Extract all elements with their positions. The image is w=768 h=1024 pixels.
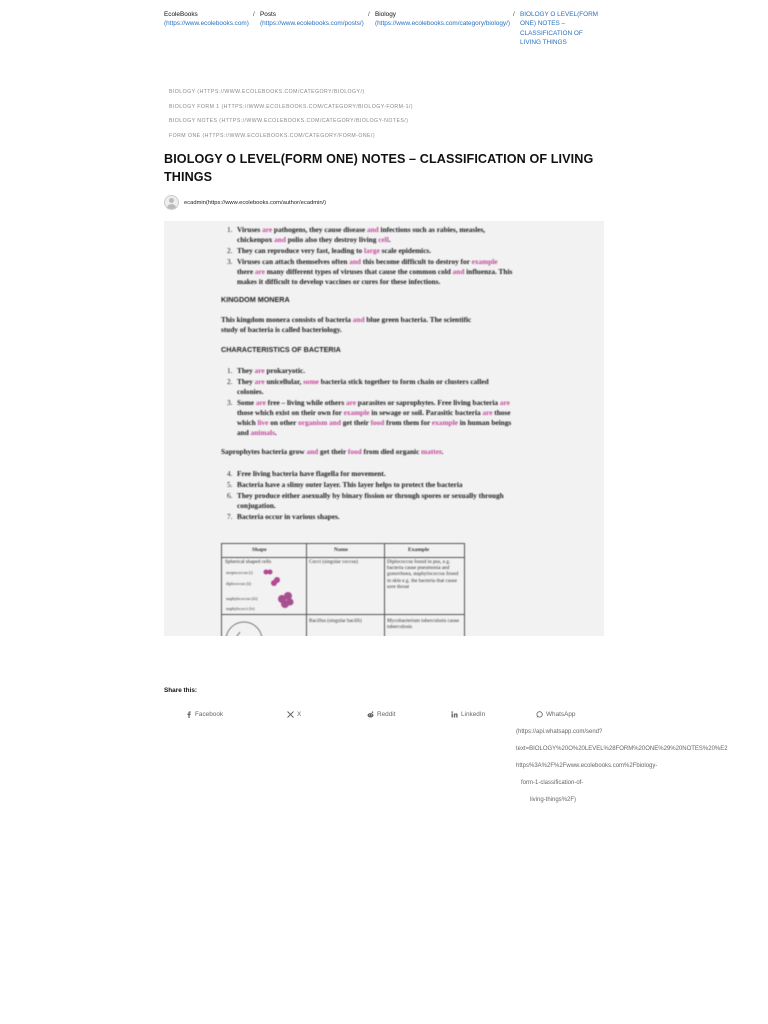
category-link-biology[interactable]: BIOLOGY (HTTPS://WWW.ECOLEBOOKS.COM/CATEGORY/BIOLOGY/) bbox=[169, 89, 365, 95]
bacteria-list-item: Bacteria occur in various shapes. bbox=[237, 511, 340, 521]
shape-label-4: staphylococci (iv) bbox=[226, 606, 255, 611]
breadcrumb-home-url[interactable]: (https://www.ecolebooks.com) bbox=[164, 20, 249, 28]
breadcrumb-posts-label[interactable]: Posts bbox=[260, 11, 276, 18]
whatsapp-icon bbox=[536, 711, 543, 718]
list-number: 2. bbox=[227, 376, 233, 386]
breadcrumb-home-label[interactable]: EcoleBooks bbox=[164, 11, 198, 18]
breadcrumb-item-posts[interactable] bbox=[253, 10, 368, 29]
bacteria-shapes-table bbox=[221, 543, 465, 636]
breadcrumb-biology-label[interactable]: Biology bbox=[375, 11, 396, 18]
reddit-icon bbox=[367, 711, 374, 718]
bacteria-list-item: Free living bacteria have flagella for movement. bbox=[237, 469, 386, 478]
breadcrumb-item-biology[interactable] bbox=[368, 10, 515, 29]
share-reddit-button[interactable] bbox=[367, 711, 395, 718]
x-icon bbox=[287, 711, 294, 718]
list-number: 1. bbox=[227, 225, 233, 234]
author-link[interactable]: ecadmin(https://www.ecolebooks.com/author/ecadmin/) bbox=[184, 199, 327, 206]
share-linkedin-button[interactable] bbox=[451, 711, 485, 718]
heading-kingdom-monera: KINGDOM MONERA bbox=[221, 295, 290, 304]
bacteria-list-item: and animals. bbox=[237, 428, 277, 438]
list-number: 1. bbox=[227, 366, 233, 375]
share-whatsapp-button[interactable] bbox=[536, 711, 575, 718]
list-number: 6. bbox=[227, 490, 233, 500]
category-link-biology-form-1[interactable]: BIOLOGY FORM 1 (HTTPS://WWW.ECOLEBOOKS.COM/CATEGORY/BIOLOGY-FORM-1/) bbox=[169, 103, 413, 110]
category-link-form-one[interactable]: FORM ONE (HTTPS://WWW.ECOLEBOOKS.COM/CATEGORY/FORM-ONE/) bbox=[169, 132, 375, 139]
monera-paragraph: This kingdom monera consists of bacteria and blue green bacteria. The scientific bbox=[221, 315, 472, 324]
share-title: Share this: bbox=[164, 687, 198, 694]
saprophytes-paragraph: Saprophytes bacteria grow and get their food from died organic matter. bbox=[221, 447, 444, 456]
list-number: 4. bbox=[227, 469, 233, 478]
list-number: 3. bbox=[227, 256, 233, 266]
whatsapp-share-url-line[interactable]: https%3A%2F%2Fwww.ecolebooks.com%2Fbiology- bbox=[516, 763, 658, 769]
bacteria-list-item: those which exist on their own for example in sewage or soil. Parasitic bacteria are those bbox=[237, 408, 511, 417]
bacteria-list-item: conjugation. bbox=[237, 500, 276, 510]
whatsapp-share-url-line[interactable]: text=BIOLOGY%20O%20LEVEL%28FORM%20ONE%29%20NOTES%20%E2 bbox=[516, 746, 728, 752]
bacteria-list-item: They are unicellular, some bacteria stick together to form chain or clusters called bbox=[237, 376, 489, 386]
list-number: 5. bbox=[227, 479, 233, 489]
table-cell-shape: Spherical shaped cells bbox=[225, 559, 272, 565]
breadcrumb-current-label[interactable]: BIOLOGY O LEVEL(FORM ONE) NOTES – CLASSIFICATION OF LIVING THINGS bbox=[520, 11, 599, 47]
list-number: 3. bbox=[227, 397, 233, 407]
table-cell-name-bacillus: Bacillus (singular bacilli) bbox=[309, 618, 362, 624]
share-x-label[interactable]: X bbox=[297, 711, 302, 718]
share-reddit-label[interactable]: Reddit bbox=[377, 711, 396, 718]
list-number: 7. bbox=[227, 511, 233, 521]
breadcrumb-posts-url[interactable]: (https://www.ecolebooks.com/posts/) bbox=[260, 20, 364, 28]
shape-label-1: streptococcus (i) bbox=[226, 570, 253, 575]
virus-list-item: Viruses are pathogens, they cause disease and infections such as rabies, measles, bbox=[237, 225, 486, 234]
table-header-name: Name bbox=[334, 547, 348, 553]
table-cell-name-cocci: Cocci (singular coccus) bbox=[309, 559, 358, 565]
bacteria-list-item: colonies. bbox=[237, 387, 264, 396]
bacteria-list-item: which live on other organism and get their food from them for example in human beings bbox=[237, 418, 512, 428]
bacillus-illustration bbox=[224, 618, 268, 636]
shape-label-2: diplococcus (ii) bbox=[226, 581, 251, 586]
share-facebook-label[interactable]: Facebook bbox=[195, 711, 224, 718]
bacteria-list-item: Some are free – living while others are parasites or saprophytes. Free living bacteria are bbox=[237, 397, 510, 407]
virus-list-item: there are many different types of viruses that cause the common cold and influenza. This bbox=[237, 267, 513, 276]
facebook-icon bbox=[186, 711, 192, 718]
virus-list-item: makes it difficult to develop vaccines or cures for these infections. bbox=[237, 277, 441, 287]
share-facebook-button[interactable] bbox=[186, 711, 223, 718]
bacteria-list-item: They are prokaryotic. bbox=[237, 366, 306, 375]
breadcrumb-separator: / bbox=[513, 11, 515, 18]
whatsapp-share-url-line[interactable]: form-1-classification-of- bbox=[521, 780, 584, 786]
virus-list-item: chickenpox and polio also they destroy living cell. bbox=[237, 235, 391, 245]
share-linkedin-label[interactable]: LinkedIn bbox=[461, 711, 486, 718]
notes-document-image bbox=[164, 221, 604, 636]
share-x-button[interactable] bbox=[287, 711, 301, 718]
avatar bbox=[164, 195, 179, 210]
table-header-example: Example bbox=[408, 547, 430, 553]
bacteria-cocci-illustration bbox=[258, 566, 304, 612]
table-cell-example-cocci: Diplococcus found in pus, e.g. bacteria cause pneumonia and gonorrhoea, staphylococcus found in skin e.g. the bacteria that cause sore throat bbox=[387, 559, 459, 590]
table-header-shape: Shape bbox=[252, 547, 267, 553]
heading-characteristics-bacteria: CHARACTERISTICS OF BACTERIA bbox=[221, 345, 341, 354]
breadcrumb-item-current[interactable] bbox=[513, 10, 602, 48]
breadcrumb-separator: / bbox=[253, 11, 255, 18]
linkedin-icon bbox=[451, 711, 458, 718]
category-list bbox=[169, 85, 413, 143]
list-number: 2. bbox=[227, 246, 233, 255]
bacteria-list-item: Bacteria have a slimy outer layer. This layer helps to protect the bacteria bbox=[237, 479, 463, 489]
page-title: BIOLOGY O LEVEL(FORM ONE) NOTES – CLASSIFICATION OF LIVING THINGS bbox=[164, 152, 594, 184]
bacteria-list-item: They produce either asexually by binary fission or through spores or sexually through bbox=[237, 490, 504, 500]
whatsapp-share-url-line[interactable]: (https://api.whatsapp.com/send? bbox=[516, 729, 603, 735]
monera-paragraph: study of bacteria is called bacteriology. bbox=[221, 325, 342, 335]
breadcrumb-biology-url[interactable]: (https://www.ecolebooks.com/category/biology/) bbox=[375, 20, 510, 28]
share-whatsapp-label[interactable]: WhatsApp bbox=[546, 711, 576, 718]
virus-list-item: Viruses can attach themselves often and this become difficult to destroy for example bbox=[237, 256, 498, 266]
virus-list-item: They can reproduce very fast, leading to large scale epidemics. bbox=[237, 246, 432, 255]
shape-label-3: staphylococcus (iii) bbox=[226, 596, 258, 601]
breadcrumb-item-home[interactable] bbox=[164, 10, 254, 29]
category-link-biology-notes[interactable]: BIOLOGY NOTES (HTTPS://WWW.ECOLEBOOKS.COM/CATEGORY/BIOLOGY-NOTES/) bbox=[169, 118, 409, 125]
table-cell-example-bacillus: Mycobacterium tuberculosis cause tuberculosis bbox=[387, 618, 460, 631]
whatsapp-share-url-line[interactable]: living-things%2F) bbox=[530, 797, 577, 803]
author-byline bbox=[164, 195, 326, 210]
breadcrumb-separator: / bbox=[368, 11, 370, 18]
